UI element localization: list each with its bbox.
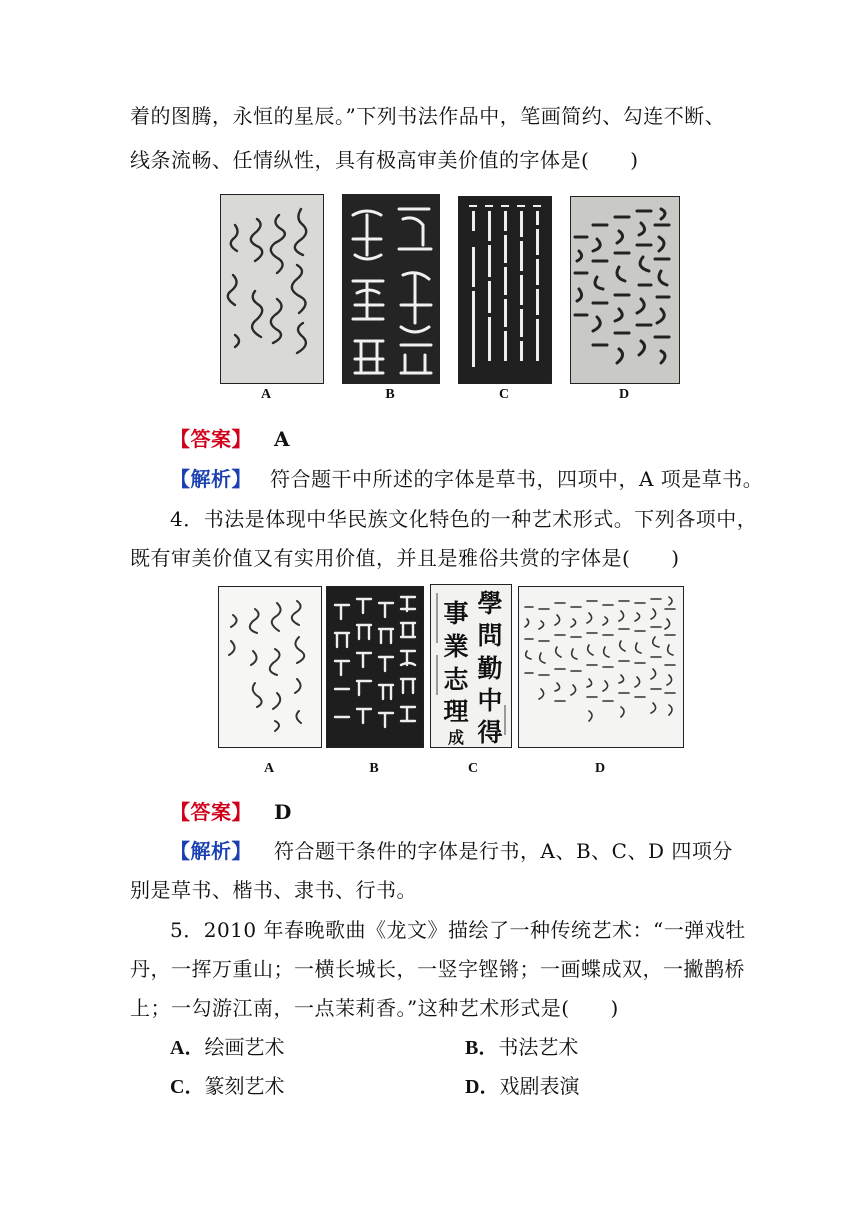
q4-figure-d-running bbox=[518, 586, 684, 748]
explain-text: 符合题干条件的字体是行书，A、B、C、D 四项分 bbox=[274, 839, 733, 863]
q5-stem-line2: 丹，一挥万重山；一横长城长，一竖字铿锵；一画蝶成双，一撇鹊桥 bbox=[130, 957, 745, 981]
q4-figure-label-a: A bbox=[263, 761, 275, 776]
q4-figure-c-char: 志 bbox=[443, 665, 469, 694]
q4-figure-c-char: 業 bbox=[443, 632, 469, 661]
q3-stem-line1: 着的图腾，永恒的星辰。”下列书法作品中，笔画简约、勾连不断、 bbox=[130, 104, 726, 128]
q5-stem-line3: 上；一勾游江南，一点茉莉香。”这种艺术形式是( ) bbox=[130, 996, 619, 1020]
option-key: B． bbox=[465, 1037, 499, 1059]
explain-tag: 【解析】 bbox=[170, 467, 252, 491]
q3-figure-d-running bbox=[570, 196, 680, 384]
option-key: C． bbox=[170, 1076, 205, 1098]
answer-tag: 【答案】 bbox=[170, 800, 252, 824]
explain-tag: 【解析】 bbox=[170, 839, 252, 863]
q4-figure-c-char: 學 bbox=[477, 589, 503, 618]
q3-figure-label-b: B bbox=[385, 387, 395, 402]
option-key: D． bbox=[465, 1076, 500, 1098]
answer-value: A bbox=[274, 427, 291, 451]
q3-figure-c-regular bbox=[458, 196, 552, 384]
q4-figure-a-cursive bbox=[218, 586, 322, 748]
q4-figure-label-d: D bbox=[594, 761, 606, 776]
q3-figure-label-c: C bbox=[498, 387, 510, 402]
q5-option-b[interactable] bbox=[465, 1031, 578, 1060]
q4-figure-b-regular bbox=[326, 586, 424, 748]
q4-figure-c-char: 成 bbox=[447, 728, 465, 747]
q5-option-c[interactable] bbox=[170, 1070, 284, 1099]
explain-text: 符合题干中所述的字体是草书，四项中，A 项是草书。 bbox=[270, 467, 764, 491]
q4-explanation-line1 bbox=[170, 835, 733, 864]
answer-value: D bbox=[274, 800, 292, 824]
answer-tag: 【答案】 bbox=[170, 427, 252, 451]
q4-figure-label-b: B bbox=[369, 761, 379, 776]
q4-stem-line1: 4．书法是体现中华民族文化特色的一种艺术形式。下列各项中， bbox=[170, 507, 758, 531]
q4-figure-c-clerical bbox=[430, 584, 512, 748]
q5-option-a[interactable] bbox=[170, 1031, 284, 1060]
option-text: 绘画艺术 bbox=[204, 1035, 285, 1059]
option-text: 书法艺术 bbox=[498, 1035, 579, 1059]
q5-stem-line1: 5．2010 年春晚歌曲《龙文》描绘了一种传统艺术：“一弹戏牡 bbox=[170, 918, 746, 942]
q3-figure-b-seal bbox=[342, 194, 440, 384]
q5-option-d[interactable] bbox=[465, 1070, 579, 1099]
q4-figure-label-c: C bbox=[467, 761, 479, 776]
q3-figure-a-cursive bbox=[220, 194, 324, 384]
q3-figure-label-d: D bbox=[618, 387, 630, 402]
option-text: 篆刻艺术 bbox=[204, 1074, 285, 1098]
q4-figure-c-char: 中 bbox=[477, 686, 503, 715]
q4-explanation-line2: 别是草书、楷书、隶书、行书。 bbox=[130, 878, 417, 902]
q4-answer bbox=[170, 796, 292, 825]
q4-figure-c-char: 事 bbox=[443, 599, 469, 628]
q4-figure-c-char: 得 bbox=[477, 718, 503, 747]
q4-figure-c-char: 理 bbox=[443, 697, 469, 726]
q3-stem-line2: 线条流畅、任情纵性，具有极高审美价值的字体是( ) bbox=[130, 148, 639, 172]
q4-stem-line2: 既有审美价值又有实用价值，并且是雅俗共赏的字体是( ) bbox=[130, 546, 680, 570]
q3-answer bbox=[170, 423, 290, 452]
q4-figure-c-char: 勤 bbox=[477, 654, 503, 683]
q4-figure-c-char: 問 bbox=[477, 621, 503, 650]
q3-figure-label-a: A bbox=[260, 387, 272, 402]
q3-explanation bbox=[170, 463, 763, 492]
option-key: A． bbox=[170, 1037, 205, 1059]
option-text: 戏剧表演 bbox=[499, 1074, 580, 1098]
